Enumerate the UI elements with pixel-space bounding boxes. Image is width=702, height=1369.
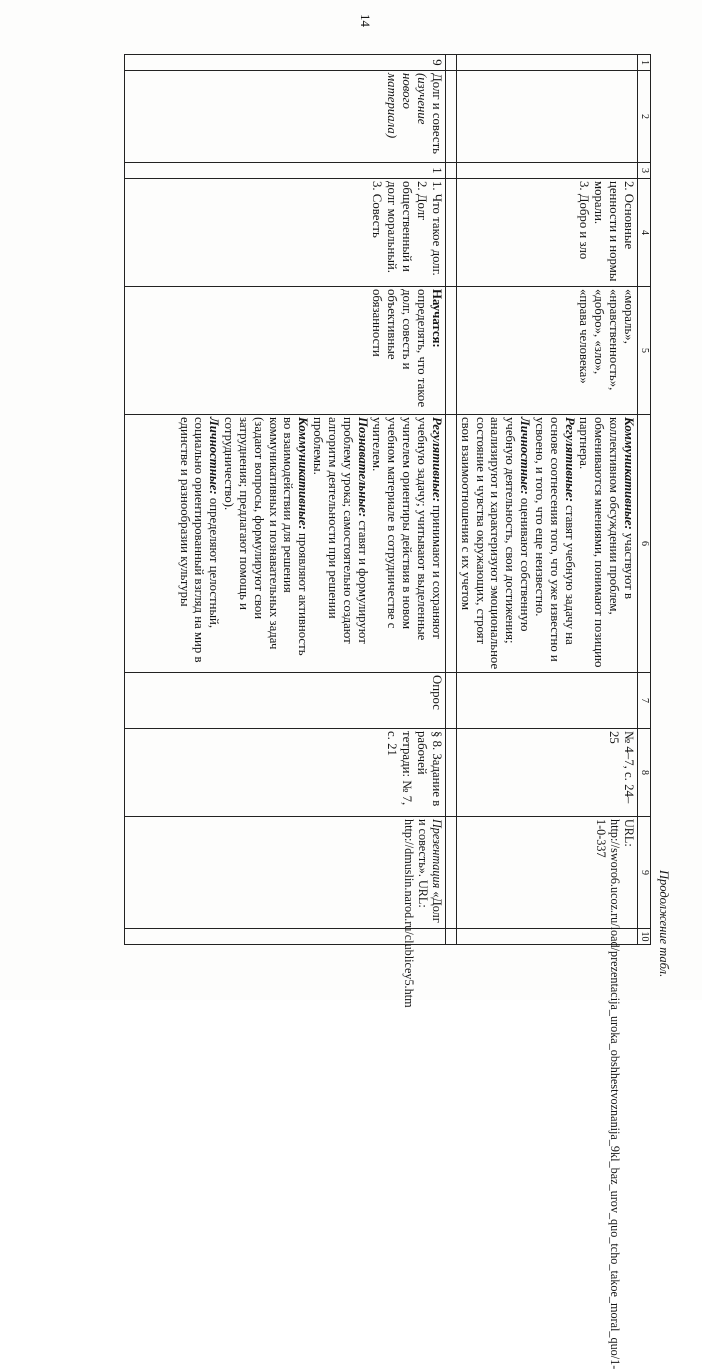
uud-text: ставят и формулируют проблему урока; самостоятельно создают алгоритм деятельности при решении проблемы. [311,417,370,644]
table-row-continued [456,55,637,945]
lesson-number: 9 [124,55,445,71]
uud-label: Коммуникативные: [622,417,636,530]
topic-line: 3. Совесть [370,181,385,238]
topic-line: 3. Добро и зло [577,181,592,260]
outcomes-cell [124,287,445,415]
topic-line: 2. Долг общественный и долг моральный. [385,181,430,273]
resource-cell [124,817,445,1008]
page-number: 14 [358,14,373,27]
header-cell: 10 [638,929,651,945]
header-cell: 5 [638,287,651,415]
uud-text: принимают и сохраняют учебную задачу; учитывают выделенные учителем ориентиры действия в новом учебном материале в сотрудничестве с учителем. [370,417,444,641]
resource-cell: URL: http://sworo6.ucoz.ru/load/prezentacija_uroka_obshhestvoznanija_9kl_baz_urov_quo_tcho_takoe_moral_quo/1-1-0-337 [456,817,637,929]
hours-cell: 1 [124,163,445,179]
uud-label: Коммуникативные: [296,417,311,530]
uud-text: определяют целостный, социально ориентированный взгляд на мир в единстве и разнообразии культуры [177,417,222,663]
resource-label: Презентация [429,819,444,889]
uud-label: Регулятивные: [562,417,577,502]
uud-label: Регулятивные: [429,417,444,502]
header-cell: 6 [638,415,651,673]
header-cell: 1 [638,55,651,71]
topic-line: 2. Основные ценности и нормы морали. [592,181,636,282]
header-cell: 8 [638,729,651,817]
topic-line: 1. Что такое долг. [429,181,444,276]
header-cell: 3 [638,163,651,179]
uud-label: Познавательные: [355,417,370,518]
uud-label: Личностные: [207,417,222,495]
lesson-plan-table [124,54,651,1369]
homework-cell: № 4–7, с. 24–25 [456,729,637,817]
uud-text: ставят учебную задачу на основе соотнесения того, что уже известно и усвоено, и того, что еще неизвестно. [532,417,577,662]
header-row [638,55,651,945]
uud-text: участвуют в коллективном обсуждении проблем, обмениваются мнениями, понимают позицию партнера. [577,417,636,668]
table-row-9 [124,55,445,945]
lesson-title-cell [124,71,445,163]
header-cell: 2 [638,71,651,163]
header-cell: 7 [638,673,651,729]
uud-label: Личностные: [518,417,533,495]
spacer-row [445,55,456,945]
outcomes-text: определять, что такое долг, совесть и объективные обязанности [370,289,430,408]
header-cell: 4 [638,179,651,287]
concepts-cell: «мораль», «нравственность», «добро», «зло», «права человека» [456,287,637,415]
control-cell: Опрос [124,673,445,729]
outcomes-label: Научатся: [429,289,444,348]
uud-text: проявляют активность во взаимодействии для решения коммуникативных и познавательных задач (задают вопросы, формулируют свои затруднения; предлагают помощь и сотрудничество). [222,417,311,656]
lesson-title: Долг и совесть [429,73,444,154]
topics-cell [124,179,445,287]
homework-cell: § 8. Задание в рабочей тетради: № 7, с. 21 [124,729,445,817]
lesson-type: (изучение нового материала) [385,73,430,139]
resource-text: «Долг и совесть». URL: http://dmuslin.narod.ru/clublicey5.htm [401,819,444,1008]
header-cell: 9 [638,817,651,929]
uud-cell [124,415,445,673]
topics-cell [456,179,637,287]
uud-text: оценивают собственную учебную деятельность, свои достижения; анализируют и характеризуют эмоциональное состояние и чувства окружающих, строят свои взаимоотношения с их учетом [458,417,533,670]
continuation-label: Продолжение табл. [657,870,671,978]
uud-cell [456,415,637,673]
